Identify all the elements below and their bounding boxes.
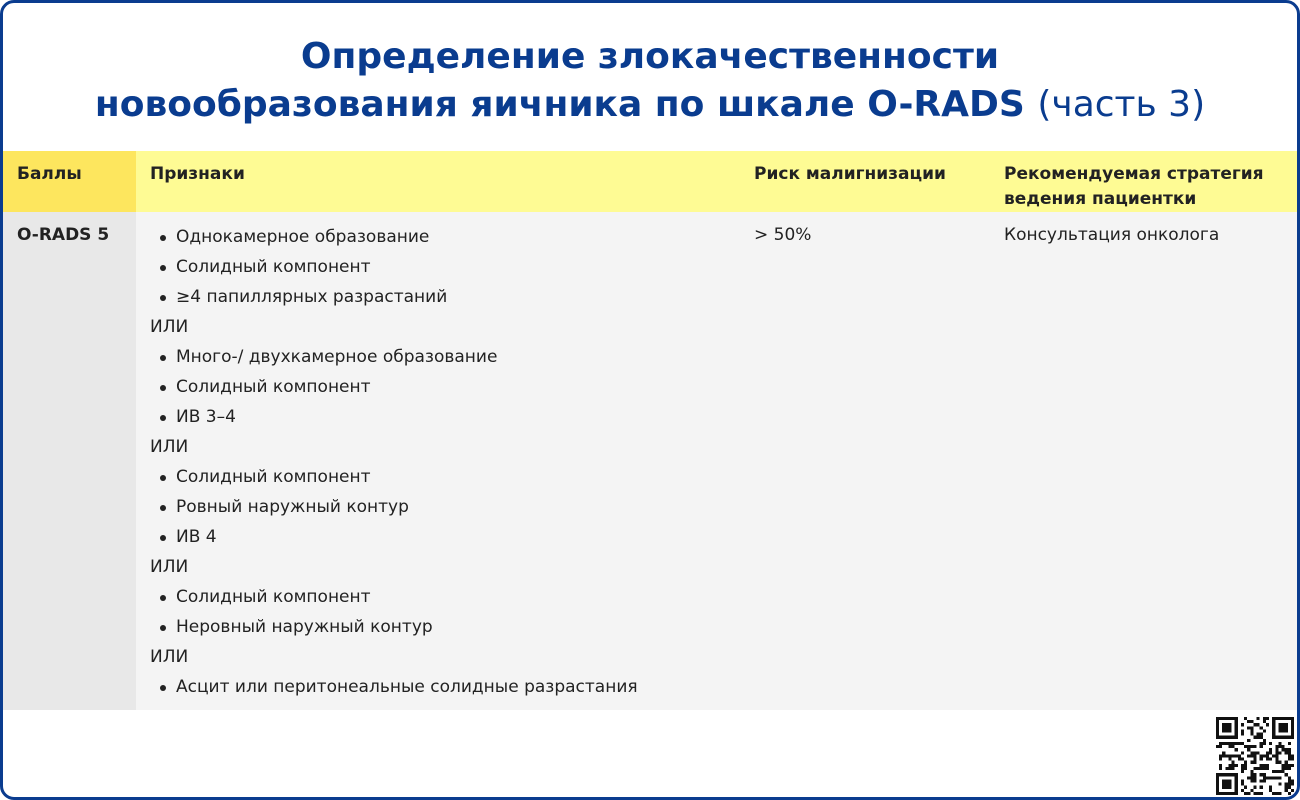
list-item: ИВ 4 [150,522,726,552]
list-item: ИВ 3–4 [150,402,726,432]
header-signs: Признаки [136,151,740,212]
o-rads-table [3,151,1297,710]
header-risk: Риск малигнизации [740,151,990,212]
list-item: ≥4 папиллярных разрастаний [150,282,726,312]
signs-cell [136,212,740,710]
or-separator: ИЛИ [150,437,189,457]
or-separator: ИЛИ [150,647,189,667]
header-strategy: Рекомендуемая стратегия ведения пациентки [990,151,1297,212]
title-line-1: Определение злокачественности [300,36,1000,77]
score-cell: O-RADS 5 [3,212,136,710]
table-row [3,212,1297,710]
qr-code-icon [1216,717,1294,795]
list-item: Однокамерное образование [150,222,726,252]
list-item: Солидный компонент [150,582,726,612]
header-score: Баллы [3,151,136,212]
list-item: Солидный компонент [150,372,726,402]
table-header-row [3,151,1297,212]
list-item: Ровный наружный контур [150,492,726,522]
or-separator: ИЛИ [150,557,189,577]
list-item: Неровный наружный контур [150,612,726,642]
risk-cell: > 50% [740,212,990,710]
or-separator: ИЛИ [150,317,189,337]
list-item: Солидный компонент [150,462,726,492]
page-title [3,33,1297,129]
list-item: Много-/ двухкамерное образование [150,342,726,372]
list-item: Асцит или перитонеальные солидные разрастания [150,672,726,702]
strategy-cell: Консультация онколога [990,212,1297,710]
title-line-2 [3,81,1297,129]
list-item: Солидный компонент [150,252,726,282]
title-part: (часть 3) [1037,84,1206,125]
title-main-2: новообразования яичника по шкале O-RADS [94,84,1025,125]
